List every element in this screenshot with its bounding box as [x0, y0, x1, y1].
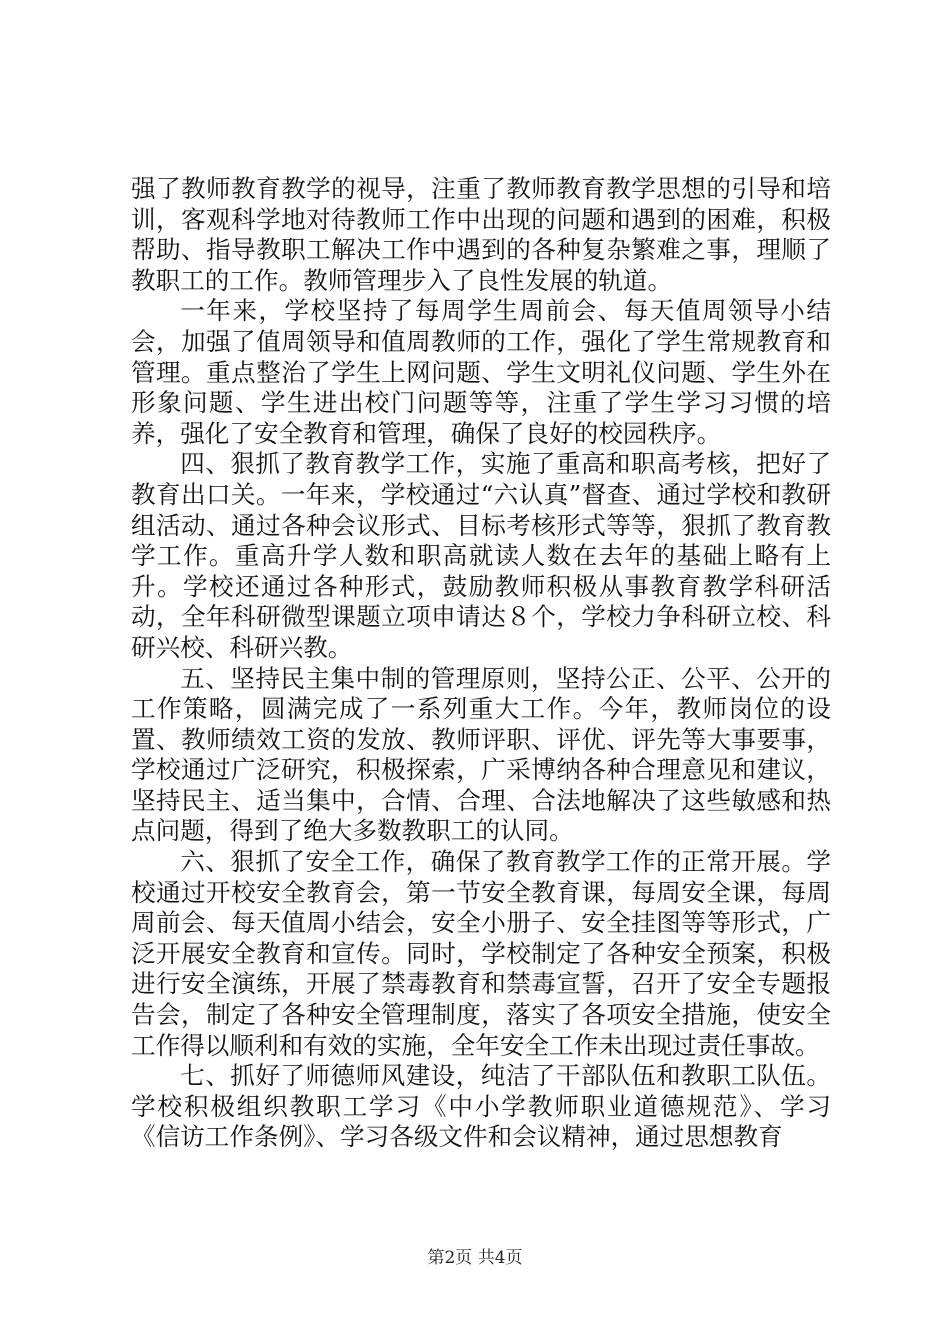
paragraph-section-four: 四、狠抓了教育教学工作，实施了重高和职高考核，把好了教育出口关。一年来，学校通过“六认真”督查、通过学校和教研组活动、通过各种会议形式、目标考核形式等等，狠抓了教育教学工作。重高升学人数和职高就读人数在去年的基础上略有上升。学校还通过各种形式，鼓励教师积极从事教育教学科研活动，全年科研微型课题立项申请达８个，学校力争科研立校、科研兴校、科研兴教。	[131, 449, 831, 662]
document-body	[131, 174, 831, 1153]
page-number-footer: 第2页 共4页	[427, 1248, 523, 1268]
paragraph-section-six: 六、狠抓了安全工作，确保了教育教学工作的正常开展。学校通过开校安全教育会，第一节安全教育课，每周安全课，每周周前会、每天值周小结会，安全小册子、安全挂图等等形式，广泛开展安全教育和宣传。同时，学校制定了各种安全预案，积极进行安全演练，开展了禁毒教育和禁毒宣誓，召开了安全专题报告会，制定了各种安全管理制度，落实了各项安全措施，使安全工作得以顺利和有效的实施，全年安全工作未出现过责任事故。	[131, 847, 831, 1060]
paragraph-section-five: 五、坚持民主集中制的管理原则，坚持公正、公平、公开的工作策略，圆满完成了一系列重大工作。今年，教师岗位的设置、教师绩效工资的发放、教师评职、评优、评先等大事要事，学校通过广泛研究，积极探索，广采博纳各种合理意见和建议，坚持民主、适当集中，合情、合理、合法地解决了这些敏感和热点问题，得到了绝大多数教职工的认同。	[131, 663, 831, 846]
paragraph-continued: 强了教师教育教学的视导，注重了教师教育教学思想的引导和培训，客观科学地对待教师工作中出现的问题和遇到的困难，积极帮助、指导教职工解决工作中遇到的各种复杂繁难之事，理顺了教职工的工作。教师管理步入了良性发展的轨道。	[131, 174, 831, 295]
paragraph-weekly-meetings: 一年来，学校坚持了每周学生周前会、每天值周领导小结会，加强了值周领导和值周教师的工作，强化了学生常规教育和管理。重点整治了学生上网问题、学生文明礼仪问题、学生外在形象问题、学生进出校门问题等等，注重了学生学习习惯的培养，强化了安全教育和管理，确保了良好的校园秩序。	[131, 296, 831, 448]
paragraph-section-seven: 七、抓好了师德师风建设，纯洁了干部队伍和教职工队伍。学校积极组织教职工学习《中小学教师职业道德规范》、学习《信访工作条例》、学习各级文件和会议精神，通过思想教育	[131, 1061, 831, 1152]
